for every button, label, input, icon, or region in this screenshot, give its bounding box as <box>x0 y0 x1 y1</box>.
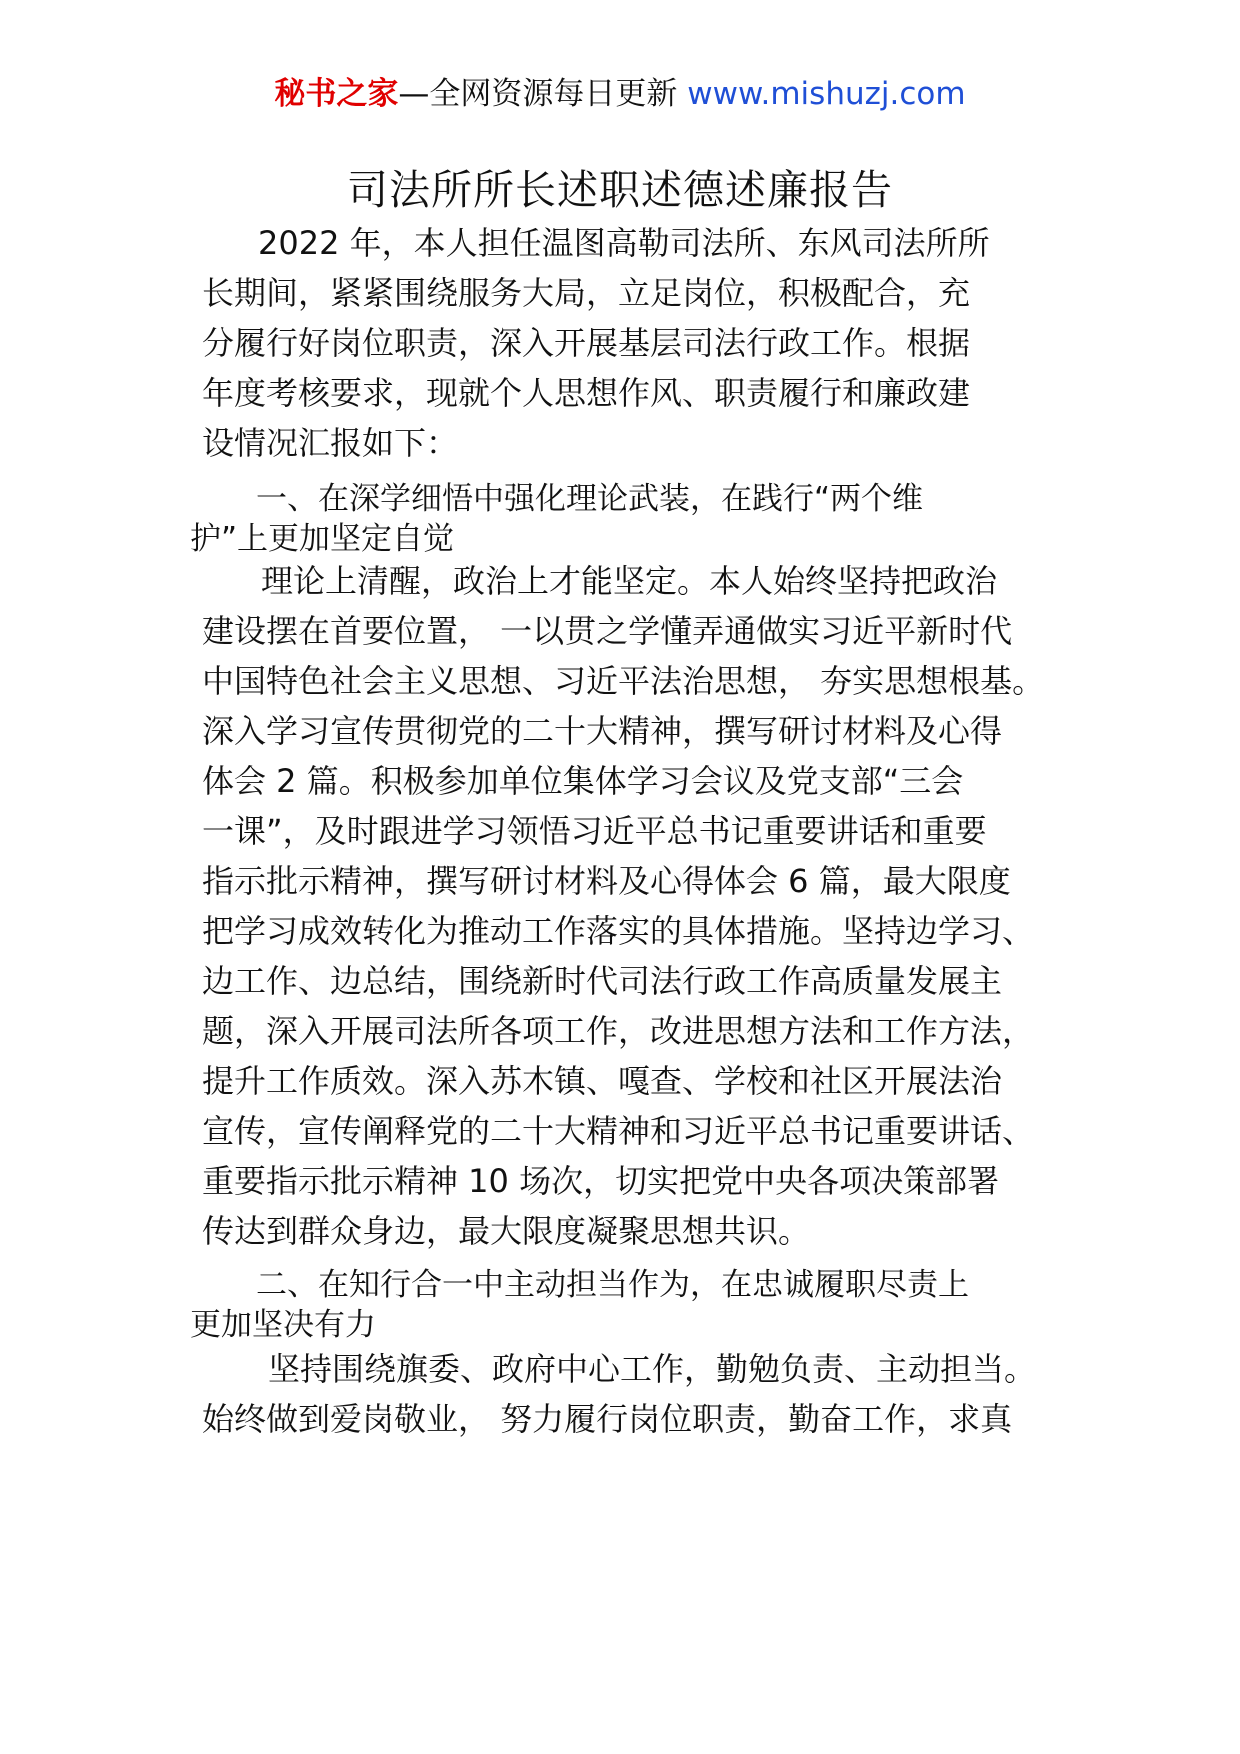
paragraph-line: 传达到群众身边，最大限度凝聚思想共识。 <box>202 1212 811 1250</box>
intro-line: 长期间，紧紧围绕服务大局，立足岗位，积极配合，充 <box>202 274 971 312</box>
site-url-link[interactable]: www.mishuzj.com <box>687 76 966 112</box>
paragraph-line: 宣传，宣传阐释党的二十大精神和习近平总书记重要讲话、 <box>202 1112 1035 1150</box>
document-title: 司法所所长述职述德述廉报告 <box>347 166 893 214</box>
paragraph-line: 一课”，及时跟进学习领悟习近平总书记重要讲话和重要 <box>202 812 987 850</box>
paragraph-line: 理论上清醒，政治上才能坚定。本人始终坚持把政治 <box>261 562 998 600</box>
intro-line: 2022 年，本人担任温图高勒司法所、东风司法所所 <box>258 224 990 262</box>
intro-line: 设情况汇报如下： <box>202 424 459 462</box>
section-heading-1: 护”上更加坚定自觉 <box>190 521 455 557</box>
paragraph-line: 始终做到爱岗敬业， 努力履行岗位职责，勤奋工作，求真 <box>202 1400 1013 1438</box>
paragraph-line: 中国特色社会主义思想、习近平法治思想， 夯实思想根基。 <box>202 662 1045 700</box>
intro-line: 分履行好岗位职责，深入开展基层司法行政工作。根据 <box>202 324 971 362</box>
paragraph-line: 题，深入开展司法所各项工作，改进思想方法和工作方法， <box>202 1012 1035 1050</box>
site-header <box>0 74 1240 114</box>
paragraph-line: 深入学习宣传贯彻党的二十大精神，撰写研讨材料及心得 <box>202 712 1003 750</box>
paragraph-line: 边工作、边总结，围绕新时代司法行政工作高质量发展主 <box>202 962 1003 1000</box>
paragraph-line: 提升工作质效。深入苏木镇、嘎查、学校和社区开展法治 <box>202 1062 1003 1100</box>
section-heading-1: 一、在深学细悟中强化理论武装，在践行“两个维 <box>256 481 924 517</box>
site-brand: 秘书之家 <box>274 76 399 112</box>
paragraph-line: 重要指示批示精神 10 场次，切实把党中央各项决策部署 <box>202 1162 1000 1200</box>
paragraph-line: 坚持围绕旗委、政府中心工作，勤勉负责、主动担当。 <box>268 1350 1037 1388</box>
section-heading-2: 二、在知行合一中主动担当作为，在忠诚履职尽责上 <box>256 1267 969 1303</box>
paragraph-line: 体会 2 篇。积极参加单位集体学习会议及党支部“三会 <box>202 762 964 800</box>
site-slogan: —全网资源每日更新 <box>398 76 678 112</box>
paragraph-line: 建设摆在首要位置， 一以贯之学懂弄通做实习近平新时代 <box>202 612 1013 650</box>
paragraph-line: 把学习成效转化为推动工作落实的具体措施。坚持边学习、 <box>202 912 1035 950</box>
paragraph-line: 指示批示精神，撰写研讨材料及心得体会 6 篇，最大限度 <box>202 862 1011 900</box>
intro-line: 年度考核要求，现就个人思想作风、职责履行和廉政建 <box>202 374 971 412</box>
section-heading-2: 更加坚决有力 <box>190 1307 376 1343</box>
